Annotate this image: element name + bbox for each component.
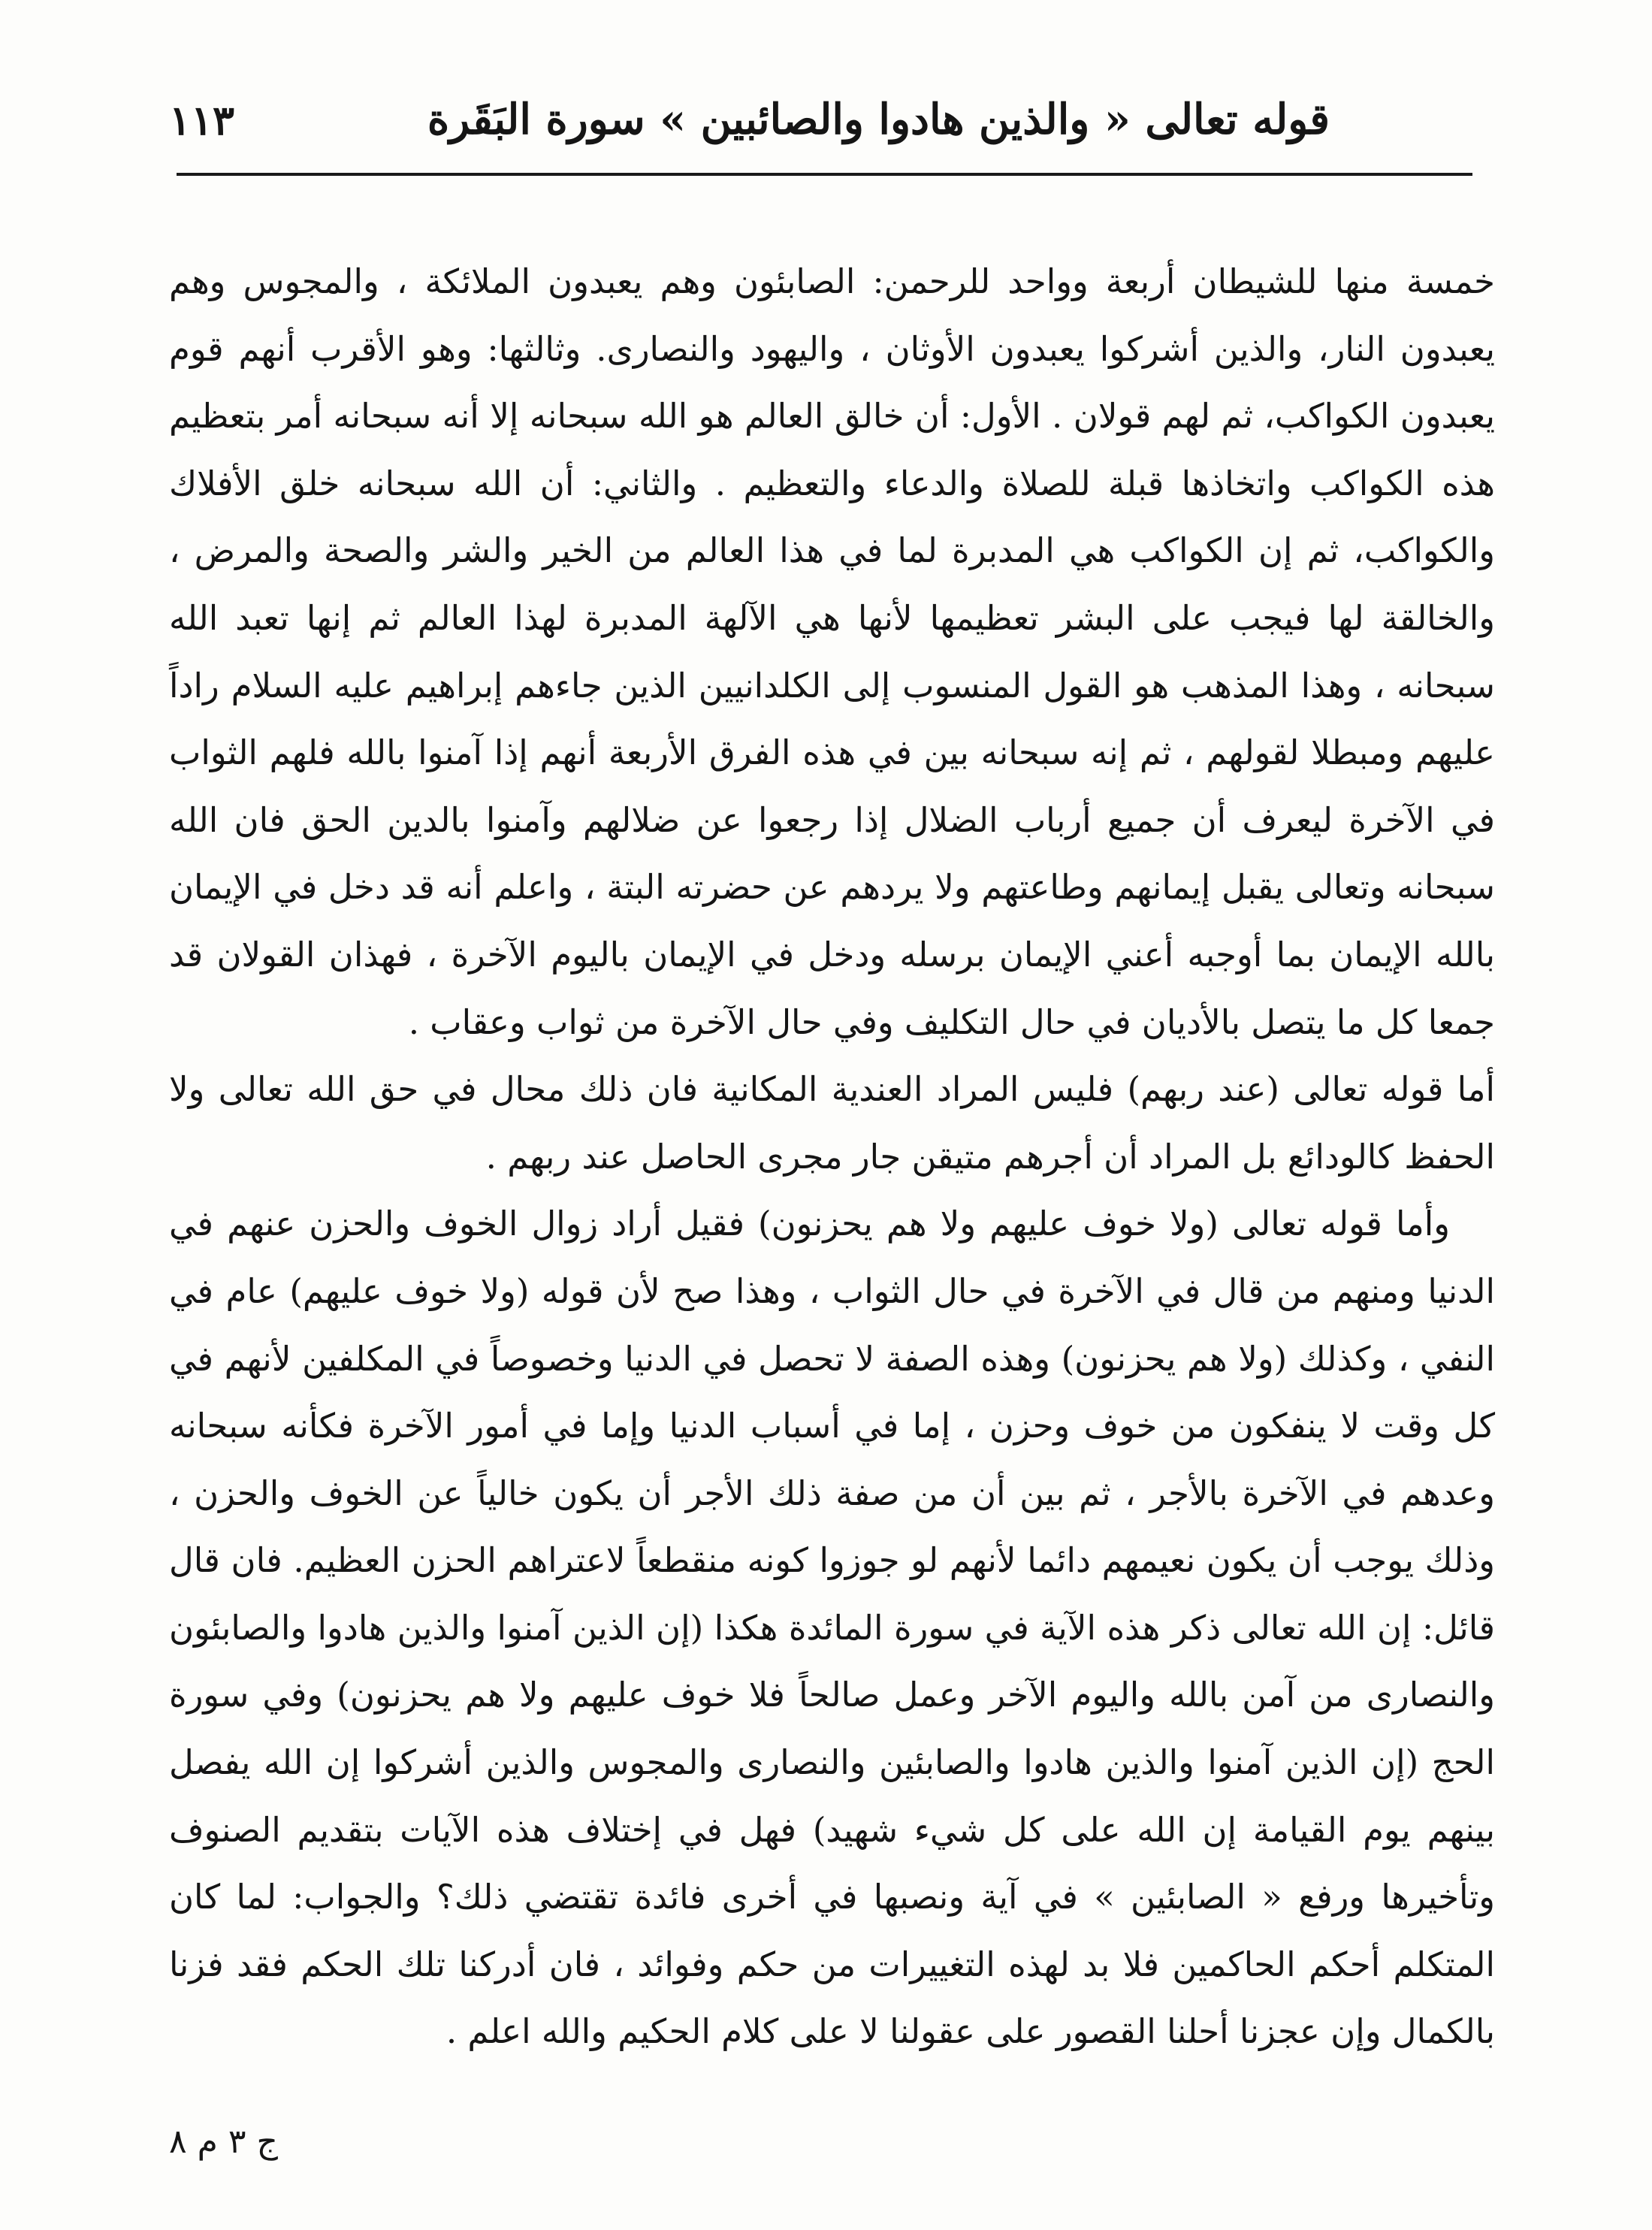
paragraph-1: خمسة منها للشيطان أربعة وواحد للرحمن: الصابئون وهم يعبدون الملائكة ، والمجوس وهم يعبدون النار، والذين أشركوا يعبدون الأوثان ، واليهود والنصارى. وثالثها: وهو الأقرب أنهم قوم يعبدون الكواكب، ثم لهم قولان . الأول: أن خالق العالم هو الله سبحانه إلا أنه سبحانه أمر بتعظيم هذه الكواكب واتخاذها قبلة للصلاة والدعاء والتعظيم . والثاني: أن الله سبحانه خلق الأفلاك والكواكب، ثم إن الكواكب هي المدبرة لما في هذا العالم من الخير والشر والصحة والمرض ، والخالقة لها فيجب على البشر تعظيمها لأنها هي الآلهة المدبرة لهذا العالم ثم إنها تعبد الله سبحانه ، وهذا المذهب هو القول المنسوب إلى الكلدانيين الذين جاءهم إبراهيم عليه السلام راداً عليهم ومبطلا لقولهم ، ثم إنه سبحانه بين في هذه الفرق الأربعة أنهم إذا آمنوا بالله فلهم الثواب في الآخرة ليعرف أن جميع أرباب الضلال إذا رجعوا عن ضلالهم وآمنوا بالدين الحق فان الله سبحانه وتعالى يقبل إيمانهم وطاعتهم ولا يردهم عن حضرته البتة ، واعلم أنه قد دخل في الإيمان بالله الإيمان بما أوجبه أعني الإيمان برسله ودخل في الإيمان باليوم الآخرة ، فهذان القولان قد جمعا كل ما يتصل بالأديان في حال التكليف وفي حال الآخرة من ثواب وعقاب . <box>169 261 1495 1042</box>
running-header <box>162 90 1480 165</box>
body-text <box>169 248 1495 2065</box>
signature-mark: ج ٣ م ٨ <box>169 2123 278 2161</box>
paragraph-3: وأما قوله تعالى (ولا خوف عليهم ولا هم يحزنون) فقيل أراد زوال الخوف والحزن عنهم في الدنيا ومنهم من قال في الآخرة في حال الثواب ، وهذا صح لأن قوله (ولا خوف عليهم) عام في النفي ، وكذلك (ولا هم يحزنون) وهذه الصفة لا تحصل في الدنيا وخصوصاً في المكلفين لأنهم في كل وقت لا ينفكون من خوف وحزن ، إما في أسباب الدنيا وإما في أمور الآخرة فكأنه سبحانه وعدهم في الآخرة بالأجر ، ثم بين أن من صفة ذلك الأجر أن يكون خالياً عن الخوف والحزن ، وذلك يوجب أن يكون نعيمهم دائما لأنهم لو جوزوا كونه منقطعاً لاعتراهم الحزن العظيم. فان قال قائل: إن الله تعالى ذكر هذه الآية في سورة المائدة هكذا (إن الذين آمنوا والذين هادوا والصابئون والنصارى من آمن بالله واليوم الآخر وعمل صالحاً فلا خوف عليهم ولا هم يحزنون) وفي سورة الحج (إن الذين آمنوا والذين هادوا والصابئين والنصارى والمجوس والذين أشركوا إن الله يفصل بينهم يوم القيامة إن الله على كل شيء شهيد) فهل في إختلاف هذه الآيات بتقديم الصنوف وتأخيرها ورفع « الصابئين » في آية ونصبها في أخرى فائدة تقتضي ذلك؟ والجواب: لما كان المتكلم أحكم الحاكمين فلا بد لهذه التغييرات من حكم وفوائد ، فان أدركنا تلك الحكم فقد فزنا بالكمال وإن عجزنا أحلنا القصور على عقولنا لا على كلام الحكيم والله اعلم . <box>169 1204 1495 2052</box>
header-rule <box>177 173 1472 176</box>
header-title: قوله تعالى « والذين هادوا والصائبين » سورة البَقَرة <box>427 95 1330 144</box>
page-number: ١١٣ <box>169 96 235 144</box>
paragraph-2: أما قوله تعالى (عند ربهم) فليس المراد العندية المكانية فان ذلك محال في حق الله تعالى ولا الحفظ كالودائع بل المراد أن أجرهم متيقن جار مجرى الحاصل عند ربهم . <box>169 1069 1495 1177</box>
